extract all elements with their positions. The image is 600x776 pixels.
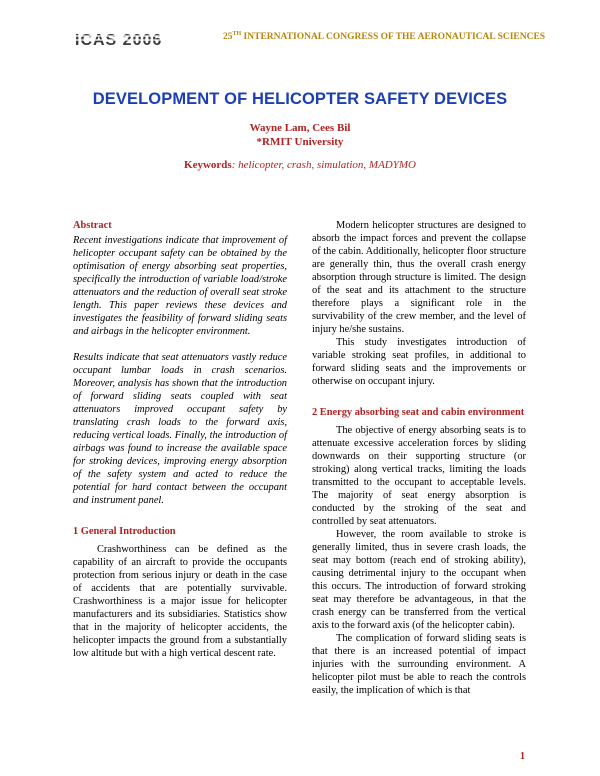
paper-title: DEVELOPMENT OF HELICOPTER SAFETY DEVICES (92, 90, 508, 108)
right-paragraph-1: Modern helicopter structures are designed to absorb the impact forces and prevent the collapse of the cabin. Additionally, helicopter floor structure are generally thin, thus the overall crash energy absorption through structure is limited. The design of the seat and its attachment to the structure therefore plays a significant role in the survivability of the crew member, and the level of injury he/she sustains. (312, 220, 527, 335)
right-paragraph-2: This study investigates introduction of variable stroking seat profiles, in additional to forward sliding seats and the improvements or otherwise on occupant injury. (312, 337, 526, 387)
paper-affiliation: *RMIT University (256, 136, 344, 148)
page-number: 1 (520, 751, 525, 762)
section-2-paragraph-1: The objective of energy absorbing seats is to attenuate excessive acceleration forces by sliding downwards on their supporting structure (or stroking) along vertical tracks, limiting the loads transmitted to the occupant to acceptable levels. The majority of seat energy absorption is conducted by the stroking of the seat and controlled by seat attenuators. (312, 425, 526, 527)
conference-name: 25TH INTERNATIONAL CONGRESS OF THE AERONAUTICAL SCIENCES (223, 31, 546, 43)
paper-authors: Wayne Lam, Cees Bil (249, 122, 351, 134)
icas-logo (73, 28, 183, 50)
paper-keywords (0, 159, 600, 171)
abstract-paragraph-2: Results indicate that seat attenuators vastly reduce occupant lumbar loads in crash scenarios. Moreover, analysis has shown that the introduction of forward sliding seats coupled with seat attenuators improved occupant safety by translating crash loads to the forward axis, reducing vertical loads. Finally, the introduction of airbags was found to increase the available space for stroking devices, improving energy absorption of the safety system and acted to reduce the potential for hard contact between the occupant and instrument panel. (73, 352, 287, 506)
left-column (73, 219, 287, 660)
section-1-heading: 1 General Introduction (73, 526, 176, 537)
abstract-heading: Abstract (73, 220, 112, 231)
abstract-paragraph-1: Recent investigations indicate that improvement of helicopter occupant safety can be obtained by the optimisation of energy absorbing seat properties, specifically the introduction of variable load/stroke attenuators and the reduction of overall seat stroke length. This paper reviews these devices and investigates the feasibility of forward sliding seats and airbags in the helicopter environment. (73, 235, 287, 337)
page-header (73, 28, 546, 50)
section-2-heading: 2 Energy absorbing seat and cabin environment (312, 407, 525, 418)
keywords-value: : helicopter, crash, simulation, MADYMO (231, 159, 416, 171)
icas-2006-logo-graphic (73, 30, 183, 48)
logo-lettering: ICAS 2006 (75, 32, 163, 48)
section-2-paragraph-3: The complication of forward sliding seats is that there is an increased potential of impact injuries with the surrounding environment. A helicopter pilot must be able to reach the controls easily, the implication of which is that (312, 633, 526, 696)
keywords-label: Keywords (184, 159, 232, 171)
section-1-paragraph-1: Crashworthiness can be defined as the capability of an aircraft to provide the occupants protection from serious injury or death in the case of accidents that are potentially survivable. Crashworthiness is a major issue for helicopter manufacturers and its subsidiaries. Statistics show that in the majority of helicopter accidents, the helicopter impacts the ground from a substantially low altitude but with a high vertical descent rate. (73, 544, 287, 659)
right-column (312, 219, 526, 697)
section-2-paragraph-2: However, the room available to stroke is generally limited, thus in severe crash loads, the seat may bottom (reach end of stroking ability), causing detrimental injury to the occupant when this occurs. The introduction of forward stroking seat may therefore be advantageous, in that the crash energy can be transferred from the vertical axis to the forward axis (of the helicopter cabin). (312, 529, 526, 631)
